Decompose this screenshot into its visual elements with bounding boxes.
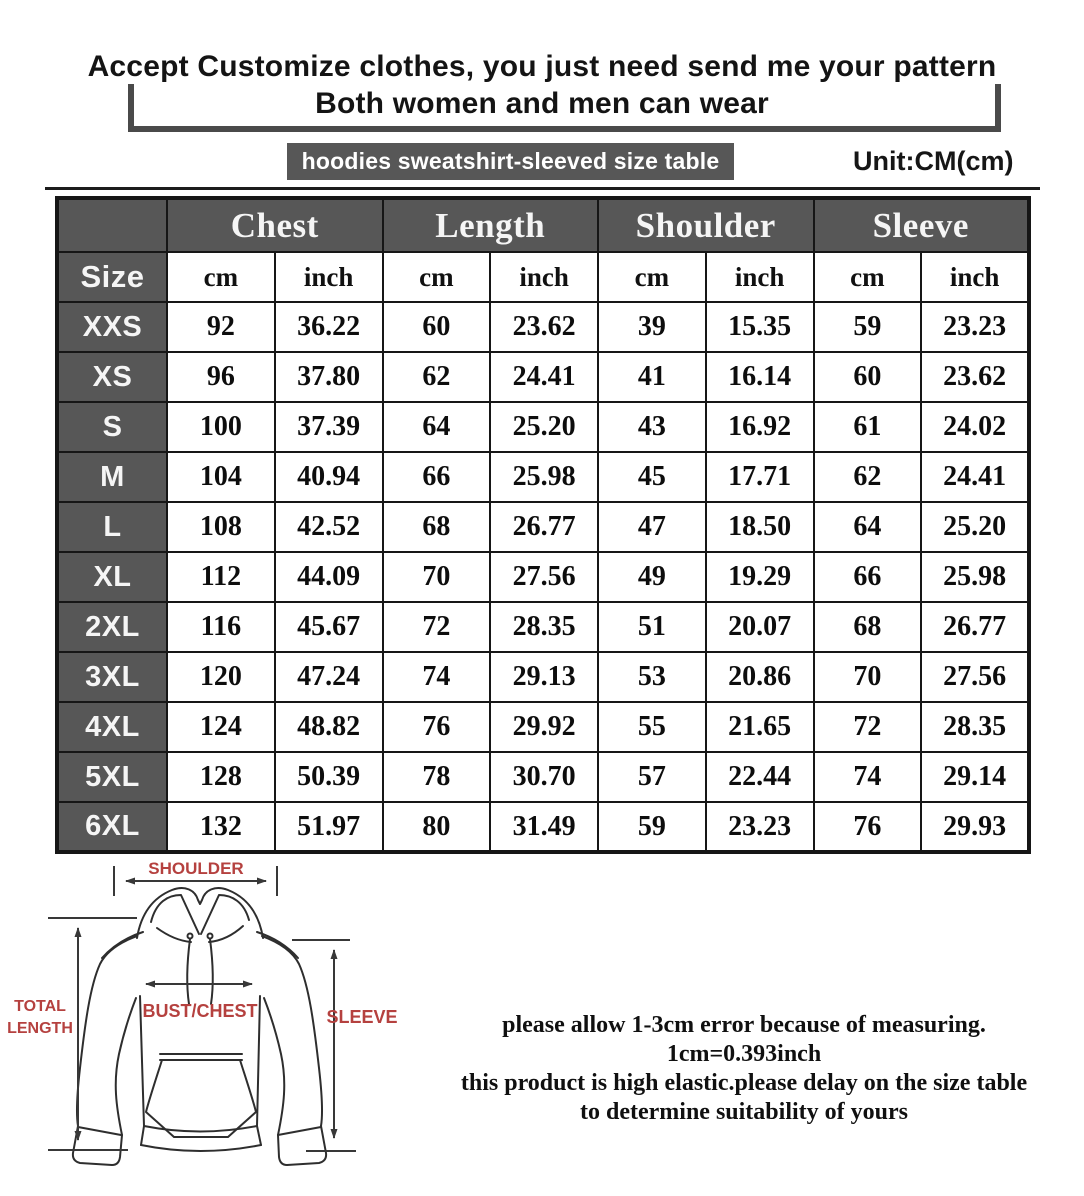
unit-header: cm [383,252,491,302]
table-cell: 68 [383,502,491,552]
sleeve-label: SLEEVE [326,1007,398,1027]
table-cell: 78 [383,752,491,802]
corner-cell [57,198,167,252]
table-cell: 48.82 [275,702,383,752]
table-cell: 26.77 [921,602,1029,652]
table-cell: 37.39 [275,402,383,452]
size-row-label: 5XL [57,752,167,802]
table-cell: 39 [598,302,706,352]
group-header-shoulder: Shoulder [598,198,814,252]
hoodie-outline [73,888,326,1165]
table-cell: 17.71 [706,452,814,502]
table-cell: 64 [814,502,922,552]
table-cell: 74 [383,652,491,702]
table-cell: 72 [383,602,491,652]
table-cell: 124 [167,702,275,752]
total-length-label-line1: TOTAL [14,998,66,1015]
shoulder-label: SHOULDER [148,859,244,878]
table-cell: 92 [167,302,275,352]
size-row-label: 3XL [57,652,167,702]
table-cell: 16.92 [706,402,814,452]
table-cell: 42.52 [275,502,383,552]
table-cell: 28.35 [921,702,1029,752]
table-cell: 20.07 [706,602,814,652]
size-row-label: XS [57,352,167,402]
table-cell: 28.35 [490,602,598,652]
size-row-label: 4XL [57,702,167,752]
table-cell: 41 [598,352,706,402]
table-cell: 29.93 [921,802,1029,852]
table-row [57,602,1029,652]
size-row-label: XL [57,552,167,602]
table-title-banner: hoodies sweatshirt-sleeved size table [287,143,734,180]
table-cell: 120 [167,652,275,702]
table-row [57,552,1029,602]
group-header-sleeve: Sleeve [814,198,1030,252]
table-cell: 76 [383,702,491,752]
table-cell: 20.86 [706,652,814,702]
table-cell: 62 [383,352,491,402]
table-cell: 23.62 [921,352,1029,402]
unit-label: Unit:CM(cm) [853,146,1014,176]
note-line: to determine suitability of yours [580,1099,908,1125]
table-cell: 62 [814,452,922,502]
drawstring-right [210,939,213,1004]
table-row [57,352,1029,402]
table-cell: 15.35 [706,302,814,352]
unit-header: cm [598,252,706,302]
table-cell: 76 [814,802,922,852]
table-cell: 44.09 [275,552,383,602]
size-table [55,196,1031,854]
table-cell: 47 [598,502,706,552]
unit-header: inch [921,252,1029,302]
table-cell: 25.98 [921,552,1029,602]
table-cell: 40.94 [275,452,383,502]
table-row [57,702,1029,752]
table-cell: 31.49 [490,802,598,852]
size-row-label: 6XL [57,802,167,852]
table-cell: 64 [383,402,491,452]
table-cell: 53 [598,652,706,702]
table-cell: 57 [598,752,706,802]
table-cell: 60 [383,302,491,352]
table-cell: 29.92 [490,702,598,752]
table-cell: 25.98 [490,452,598,502]
table-cell: 61 [814,402,922,452]
table-cell: 80 [383,802,491,852]
table-cell: 25.20 [490,402,598,452]
table-cell: 43 [598,402,706,452]
table-row [57,302,1029,352]
note-line: this product is high elastic.please delay on the size table [460,1070,1028,1096]
unit-header: cm [167,252,275,302]
table-cell: 70 [383,552,491,602]
title-bracket-frame [128,84,1001,132]
table-cell: 96 [167,352,275,402]
unit-header: cm [814,252,922,302]
table-row [57,752,1029,802]
unit-header: inch [706,252,814,302]
size-column-header: Size [57,252,167,302]
size-row-label: S [57,402,167,452]
size-row-label: XXS [57,302,167,352]
table-cell: 66 [383,452,491,502]
group-header-chest: Chest [167,198,383,252]
group-header-length: Length [383,198,599,252]
table-cell: 19.29 [706,552,814,602]
table-cell: 29.14 [921,752,1029,802]
table-cell: 68 [814,602,922,652]
table-cell: 27.56 [921,652,1029,702]
unit-header: inch [490,252,598,302]
bust-chest-label: BUST/CHEST [142,1001,258,1021]
size-row-label: M [57,452,167,502]
table-cell: 18.50 [706,502,814,552]
table-cell: 51 [598,602,706,652]
table-cell: 21.65 [706,702,814,752]
table-row [57,502,1029,552]
table-cell: 23.62 [490,302,598,352]
table-row [57,802,1029,852]
table-cell: 70 [814,652,922,702]
table-top-rule [45,187,1040,190]
page-title-line2: Both women and men can wear [315,87,769,120]
note-line: please allow 1-3cm error because of measuring. [502,1012,986,1038]
table-cell: 26.77 [490,502,598,552]
table-cell: 23.23 [921,302,1029,352]
table-cell: 112 [167,552,275,602]
table-cell: 60 [814,352,922,402]
table-cell: 24.41 [490,352,598,402]
table-cell: 47.24 [275,652,383,702]
hoodie-measurement-diagram [0,854,400,1196]
table-cell: 104 [167,452,275,502]
table-cell: 116 [167,602,275,652]
table-cell: 49 [598,552,706,602]
table-cell: 30.70 [490,752,598,802]
table-cell: 29.13 [490,652,598,702]
table-cell: 24.02 [921,402,1029,452]
table-cell: 55 [598,702,706,752]
table-row [57,652,1029,702]
table-cell: 16.14 [706,352,814,402]
table-cell: 45.67 [275,602,383,652]
table-cell: 45 [598,452,706,502]
page-title-line1: Accept Customize clothes, you just need send me your pattern [87,50,997,83]
table-cell: 132 [167,802,275,852]
table-cell: 59 [814,302,922,352]
table-cell: 74 [814,752,922,802]
table-cell: 27.56 [490,552,598,602]
unit-header: inch [275,252,383,302]
table-cell: 36.22 [275,302,383,352]
table-cell: 66 [814,552,922,602]
table-cell: 59 [598,802,706,852]
table-cell: 24.41 [921,452,1029,502]
size-row-label: 2XL [57,602,167,652]
table-cell: 22.44 [706,752,814,802]
table-cell: 108 [167,502,275,552]
table-row [57,452,1029,502]
table-cell: 25.20 [921,502,1029,552]
table-cell: 128 [167,752,275,802]
table-row [57,402,1029,452]
table-cell: 100 [167,402,275,452]
table-cell: 37.80 [275,352,383,402]
table-cell: 72 [814,702,922,752]
measuring-notes [404,1011,1084,1127]
total-length-label-line2: LENGTH [7,1020,73,1037]
drawstring-left [187,939,190,1004]
table-cell: 50.39 [275,752,383,802]
table-cell: 51.97 [275,802,383,852]
note-line: 1cm=0.393inch [666,1041,822,1067]
table-cell: 23.23 [706,802,814,852]
size-row-label: L [57,502,167,552]
hoodie-diagram-svg [0,854,400,1196]
